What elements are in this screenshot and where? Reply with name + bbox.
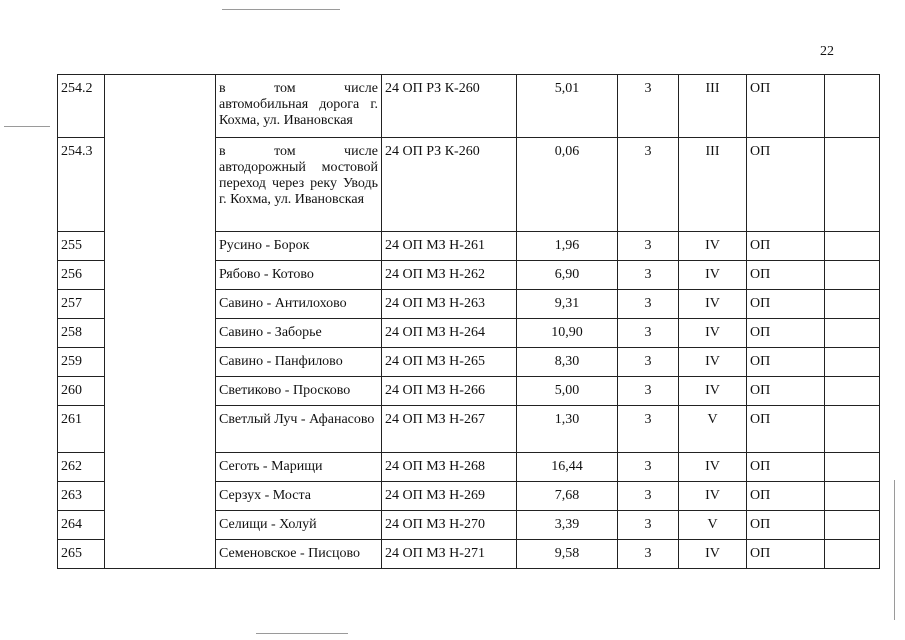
scan-mark-left — [4, 126, 50, 127]
road-code-cell: 24 ОП МЗ Н-271 — [382, 540, 517, 569]
row-number-cell: 257 — [58, 290, 105, 319]
road-code-cell: 24 ОП МЗ Н-261 — [382, 232, 517, 261]
road-category-cell: 3 — [618, 261, 679, 290]
notes-cell — [825, 138, 880, 232]
road-name-cell: Серзух - Моста — [216, 482, 382, 511]
row-number-cell: 265 — [58, 540, 105, 569]
road-class-cell: V — [679, 406, 747, 453]
road-length-cell: 9,31 — [517, 290, 618, 319]
road-category-cell: 3 — [618, 319, 679, 348]
notes-cell — [825, 232, 880, 261]
road-class-cell: IV — [679, 377, 747, 406]
road-class-cell: IV — [679, 348, 747, 377]
notes-cell — [825, 482, 880, 511]
road-name-cell: Савино - Заборье — [216, 319, 382, 348]
scan-mark-right — [894, 480, 895, 620]
row-number-cell: 263 — [58, 482, 105, 511]
road-category-cell: 3 — [618, 511, 679, 540]
road-length-cell: 16,44 — [517, 453, 618, 482]
notes-cell — [825, 406, 880, 453]
notes-cell — [825, 75, 880, 138]
road-class-cell: IV — [679, 540, 747, 569]
notes-cell — [825, 261, 880, 290]
road-length-cell: 5,00 — [517, 377, 618, 406]
road-code-cell: 24 ОП МЗ Н-263 — [382, 290, 517, 319]
road-length-cell: 5,01 — [517, 75, 618, 138]
road-name-cell: Сеготь - Марищи — [216, 453, 382, 482]
notes-cell — [825, 511, 880, 540]
road-name-cell: в том числе автомобильная дорога г. Кохма, ул. Ивановская — [216, 75, 382, 138]
road-name-cell: в том числе автодорожный мостовой переход через реку Уводь г. Кохма, ул. Ивановская — [216, 138, 382, 232]
road-name-cell: Русино - Борок — [216, 232, 382, 261]
road-length-cell: 1,96 — [517, 232, 618, 261]
page-number: 22 — [820, 44, 834, 59]
notes-cell — [825, 290, 880, 319]
road-significance-cell: ОП — [747, 540, 825, 569]
road-code-cell: 24 ОП МЗ Н-269 — [382, 482, 517, 511]
notes-cell — [825, 377, 880, 406]
road-significance-cell: ОП — [747, 261, 825, 290]
road-category-cell: 3 — [618, 453, 679, 482]
road-code-cell: 24 ОП МЗ Н-270 — [382, 511, 517, 540]
road-name-cell: Светиково - Просково — [216, 377, 382, 406]
road-code-cell: 24 ОП РЗ К-260 — [382, 138, 517, 232]
road-length-cell: 7,68 — [517, 482, 618, 511]
road-category-cell: 3 — [618, 406, 679, 453]
road-length-cell: 8,30 — [517, 348, 618, 377]
road-length-cell: 0,06 — [517, 138, 618, 232]
road-significance-cell: ОП — [747, 453, 825, 482]
notes-cell — [825, 540, 880, 569]
row-number-cell: 258 — [58, 319, 105, 348]
road-name-cell: Савино - Антилохово — [216, 290, 382, 319]
road-class-cell: IV — [679, 482, 747, 511]
road-name-cell: Рябово - Котово — [216, 261, 382, 290]
road-significance-cell: ОП — [747, 138, 825, 232]
row-number-cell: 261 — [58, 406, 105, 453]
road-class-cell: IV — [679, 232, 747, 261]
road-class-cell: IV — [679, 319, 747, 348]
road-class-cell: V — [679, 511, 747, 540]
road-class-cell: III — [679, 138, 747, 232]
road-category-cell: 3 — [618, 348, 679, 377]
road-class-cell: IV — [679, 261, 747, 290]
row-number-cell: 254.2 — [58, 75, 105, 138]
row-number-cell: 256 — [58, 261, 105, 290]
road-length-cell: 10,90 — [517, 319, 618, 348]
road-class-cell: III — [679, 75, 747, 138]
notes-cell — [825, 453, 880, 482]
road-code-cell: 24 ОП РЗ К-260 — [382, 75, 517, 138]
road-category-cell: 3 — [618, 377, 679, 406]
road-significance-cell: ОП — [747, 377, 825, 406]
owner-cell — [105, 75, 216, 569]
road-significance-cell: ОП — [747, 406, 825, 453]
road-category-cell: 3 — [618, 482, 679, 511]
road-name-cell: Светлый Луч - Афанасово — [216, 406, 382, 453]
road-class-cell: IV — [679, 290, 747, 319]
road-class-cell: IV — [679, 453, 747, 482]
road-significance-cell: ОП — [747, 319, 825, 348]
notes-cell — [825, 319, 880, 348]
road-category-cell: 3 — [618, 75, 679, 138]
road-significance-cell: ОП — [747, 75, 825, 138]
road-code-cell: 24 ОП МЗ Н-265 — [382, 348, 517, 377]
row-number-cell: 254.3 — [58, 138, 105, 232]
road-significance-cell: ОП — [747, 290, 825, 319]
road-table-body — [58, 75, 880, 569]
road-significance-cell: ОП — [747, 232, 825, 261]
road-code-cell: 24 ОП МЗ Н-264 — [382, 319, 517, 348]
road-length-cell: 1,30 — [517, 406, 618, 453]
road-category-cell: 3 — [618, 290, 679, 319]
row-number-cell: 255 — [58, 232, 105, 261]
notes-cell — [825, 348, 880, 377]
scan-mark-top — [222, 9, 340, 10]
road-code-cell: 24 ОП МЗ Н-262 — [382, 261, 517, 290]
road-significance-cell: ОП — [747, 511, 825, 540]
road-category-cell: 3 — [618, 540, 679, 569]
road-significance-cell: ОП — [747, 482, 825, 511]
road-name-cell: Селищи - Холуй — [216, 511, 382, 540]
row-number-cell: 260 — [58, 377, 105, 406]
road-length-cell: 6,90 — [517, 261, 618, 290]
road-name-cell: Савино - Панфилово — [216, 348, 382, 377]
road-length-cell: 9,58 — [517, 540, 618, 569]
road-code-cell: 24 ОП МЗ Н-266 — [382, 377, 517, 406]
road-code-cell: 24 ОП МЗ Н-267 — [382, 406, 517, 453]
road-category-cell: 3 — [618, 232, 679, 261]
road-table — [57, 74, 880, 569]
road-length-cell: 3,39 — [517, 511, 618, 540]
scan-mark-bottom — [256, 633, 348, 634]
row-number-cell: 259 — [58, 348, 105, 377]
road-significance-cell: ОП — [747, 348, 825, 377]
row-number-cell: 264 — [58, 511, 105, 540]
table-row — [58, 75, 880, 138]
row-number-cell: 262 — [58, 453, 105, 482]
road-code-cell: 24 ОП МЗ Н-268 — [382, 453, 517, 482]
road-category-cell: 3 — [618, 138, 679, 232]
road-name-cell: Семеновское - Писцово — [216, 540, 382, 569]
